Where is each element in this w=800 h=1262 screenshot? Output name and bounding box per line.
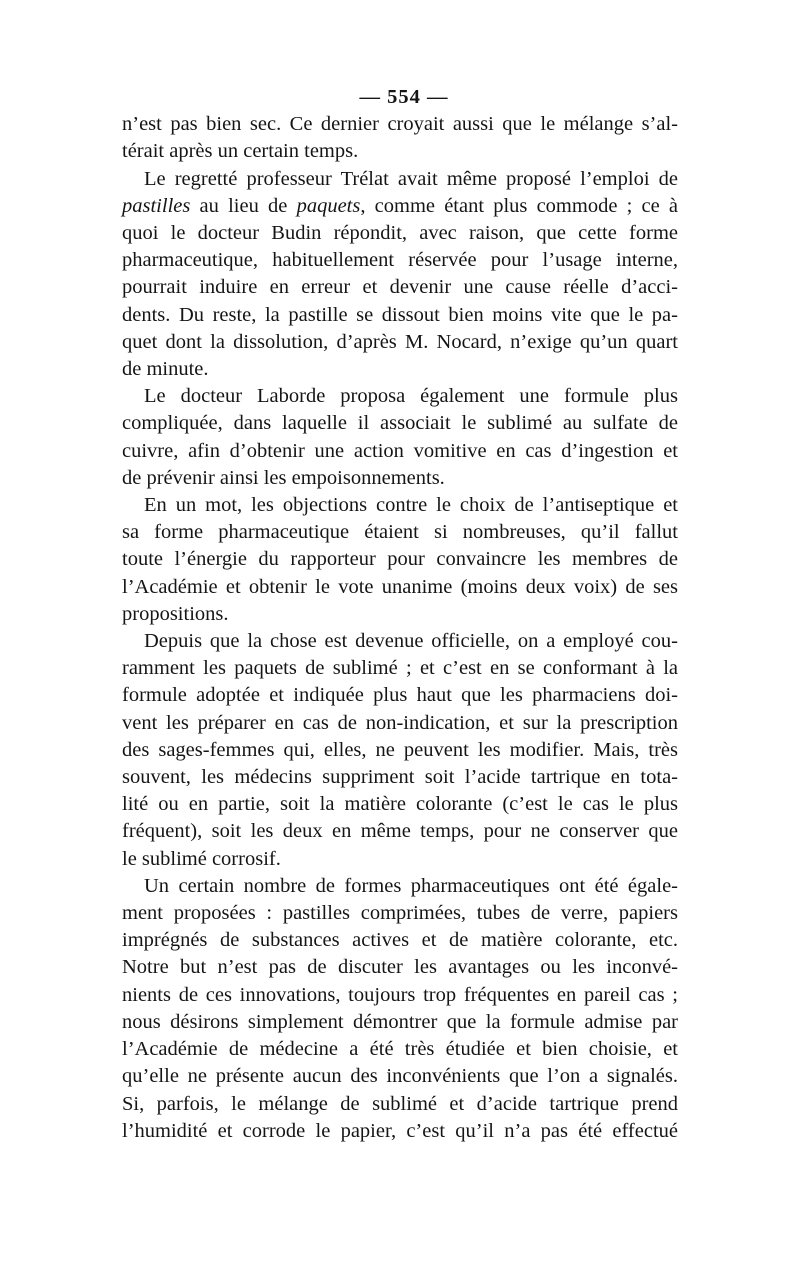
text-line xyxy=(122,274,678,301)
text-run: vent les préparer en cas de non-indication, et sur la prescription xyxy=(122,711,678,734)
text-line xyxy=(122,982,678,1009)
text-run: quoi le docteur Budin répondit, avec raison, que cette forme xyxy=(122,222,678,244)
body-text xyxy=(122,111,678,1145)
text-line xyxy=(122,1063,678,1090)
text-run: , comme étant plus commode ; ce à xyxy=(360,194,678,217)
text-run: au lieu de xyxy=(190,194,297,217)
text-run: nients de ces innovations, toujours trop fréquentes en pareil cas ; xyxy=(122,983,678,1006)
text-line xyxy=(122,546,678,573)
text-line xyxy=(122,519,678,546)
page-number: — 554 — xyxy=(359,86,449,108)
text-run: formule adoptée et indiquée plus haut que les pharmaciens doi- xyxy=(122,684,678,707)
text-line xyxy=(122,1091,678,1118)
text-run: compliquée, dans laquelle il associait le sublimé au sulfate de xyxy=(122,412,678,435)
text-run: Notre but n’est pas de discuter les avantages ou les inconvé- xyxy=(122,956,678,979)
text-run: fréquent), soit les deux en même temps, pour ne conserver que xyxy=(122,820,678,843)
text-line xyxy=(122,438,678,465)
text-run: pourrait induire en erreur et devenir une cause réelle d’acci- xyxy=(122,276,678,299)
text-line xyxy=(122,791,678,818)
text-line xyxy=(122,628,678,655)
text-line xyxy=(122,900,678,927)
text-line xyxy=(122,1036,678,1063)
text-run: pharmaceutique, habituellement réservée pour l’usage interne, xyxy=(122,249,678,272)
text-line xyxy=(122,655,678,682)
text-line xyxy=(122,247,678,274)
text-run: qu’elle ne présente aucun des inconvénients que l’on a signalés. xyxy=(122,1065,678,1088)
text-run: souvent, les médecins suppriment soit l’acide tartrique en tota- xyxy=(122,766,678,789)
text-line xyxy=(122,193,678,220)
text-run: l’humidité et corrode le papier, c’est qu’il n’a pas été effectué xyxy=(122,1119,678,1142)
text-run: lité ou en partie, soit la matière colorante (c’est le cas le plus xyxy=(122,793,678,816)
text-run: Si, parfois, le mélange de sublimé et d’acide tartrique prend xyxy=(122,1092,678,1115)
text-line xyxy=(122,682,678,709)
text-run: des sages-femmes qui, elles, ne peuvent les modifier. Mais, très xyxy=(122,738,678,761)
text-line xyxy=(122,492,678,519)
text-run: de prévenir ainsi les empoisonnements. xyxy=(122,466,445,489)
text-line xyxy=(122,111,678,138)
text-line xyxy=(122,465,678,492)
text-run: l’Académie de médecine a été très étudiée et bien choisie, et xyxy=(122,1038,678,1061)
text-line xyxy=(122,818,678,845)
text-line xyxy=(122,329,678,356)
text-run: En un mot, les objections contre le choix de l’antiseptique et xyxy=(144,494,678,517)
text-line xyxy=(122,383,678,410)
text-run: le sublimé corrosif. xyxy=(122,847,281,870)
text-run: l’Académie et obtenir le vote unanime (moins deux voix) de ses xyxy=(122,575,678,598)
text-line xyxy=(122,927,678,954)
text-line xyxy=(122,166,678,193)
text-run: Le regretté professeur Trélat avait même proposé l’emploi de xyxy=(144,167,678,190)
text-run: cuivre, afin d’obtenir une action vomitive en cas d’ingestion et xyxy=(122,439,678,462)
text-run: Le docteur Laborde proposa également une formule plus xyxy=(144,385,678,408)
text-line xyxy=(122,764,678,791)
text-run: quet dont la dissolution, d’après M. Nocard, n’exige qu’un quart xyxy=(122,330,678,353)
text-run: ment proposées : pastilles comprimées, tubes de verre, papiers xyxy=(122,902,678,925)
text-run: dents. Du reste, la pastille se dissout bien moins vite que le pa- xyxy=(122,303,678,326)
text-line xyxy=(122,873,678,900)
text-line xyxy=(122,846,678,873)
text-run: Depuis que la chose est devenue officielle, on a employé cou- xyxy=(144,630,678,653)
page-text xyxy=(122,84,678,1145)
text-run: ramment les paquets de sublimé ; et c’est en se conformant à la xyxy=(122,657,678,680)
text-run: sa forme pharmaceutique étaient si nombreuses, qu’il fallut xyxy=(122,521,678,544)
text-line xyxy=(122,1009,678,1036)
text-line xyxy=(122,601,678,628)
text-line xyxy=(122,574,678,601)
text-run: Un certain nombre de formes pharmaceutiques ont été égale- xyxy=(144,874,678,897)
text-line xyxy=(122,954,678,981)
italic-text: pastilles xyxy=(122,194,191,217)
text-line xyxy=(122,220,678,247)
text-run: imprégnés de substances actives et de matière colorante, etc. xyxy=(122,929,678,952)
text-run: toute l’énergie du rapporteur pour convaincre les membres de xyxy=(122,548,678,571)
text-line xyxy=(122,302,678,329)
text-run: de minute. xyxy=(122,358,209,381)
italic-text: paquets xyxy=(296,194,361,217)
text-run: nous désirons simplement démontrer que la formule admise par xyxy=(122,1010,678,1033)
text-line xyxy=(122,710,678,737)
text-run: propositions. xyxy=(122,602,229,625)
text-line xyxy=(122,138,678,165)
text-line xyxy=(122,356,678,383)
text-line xyxy=(122,1118,678,1145)
text-line xyxy=(122,737,678,764)
text-line xyxy=(122,410,678,437)
text-run: n’est pas bien sec. Ce dernier croyait aussi que le mélange s’al- xyxy=(122,113,678,136)
text-run: térait après un certain temps. xyxy=(122,140,359,163)
